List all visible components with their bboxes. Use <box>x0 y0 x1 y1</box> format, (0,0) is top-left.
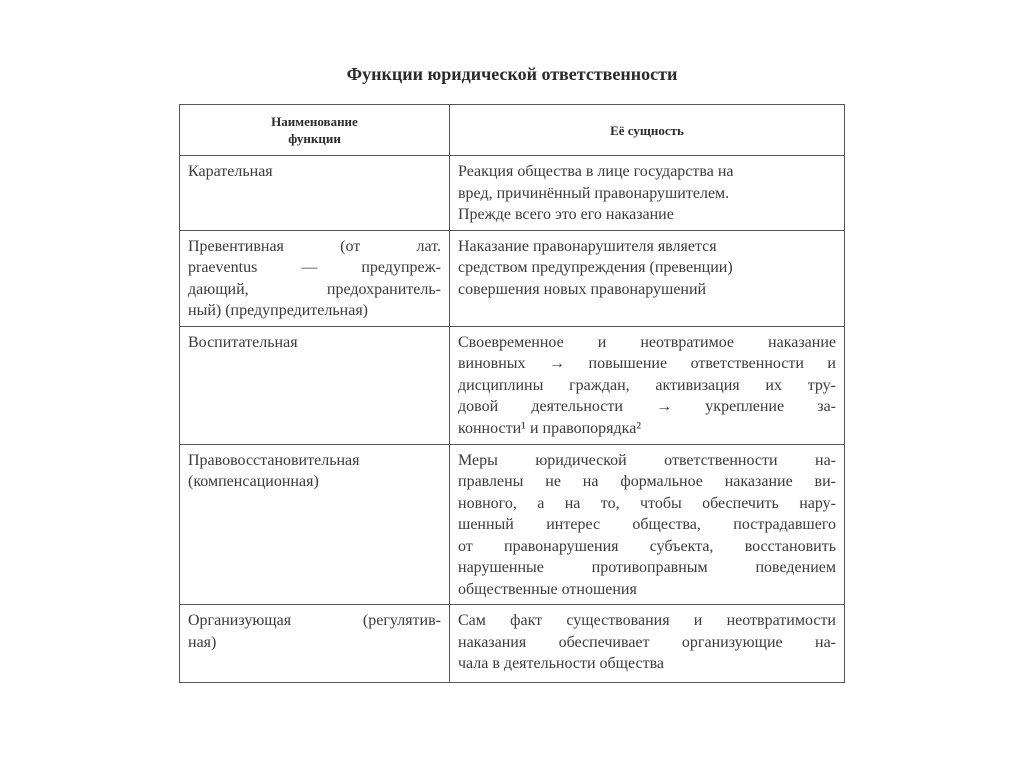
text-line: шенный интерес общества, пострадавшего <box>458 516 836 533</box>
header-line: Наименование <box>271 114 358 129</box>
text-line: Своевременное и неотвратимое наказание <box>458 333 836 351</box>
text-line: довой деятельности → укрепление за- <box>458 398 836 415</box>
text-line: чала в деятельности общества <box>458 655 665 672</box>
text-line: общественные отношения <box>458 580 637 598</box>
text-line: ная) <box>188 633 217 651</box>
table-row <box>180 230 845 326</box>
function-name-cell <box>180 444 450 605</box>
text-line: Воспитательная <box>188 333 298 351</box>
table-row <box>180 605 845 683</box>
text-line: дисциплины граждан, активизация их тру- <box>458 376 836 394</box>
text-line: (компенсационная) <box>188 473 319 490</box>
text-line: средством предупреждения (превенции) <box>458 259 733 276</box>
header-line: функции <box>288 131 341 146</box>
function-name-cell <box>180 326 450 444</box>
table-header-row <box>180 105 845 156</box>
function-name-cell <box>180 156 450 231</box>
essence-cell <box>450 444 845 605</box>
table-title: Функции юридической ответственности <box>346 64 678 84</box>
text-line: Прежде всего это его наказание <box>458 206 674 223</box>
text-line: от правонарушения субъекта, восстановить <box>458 537 836 555</box>
text-line: нарушенные противоправным поведением <box>458 559 836 576</box>
function-name-cell <box>180 605 450 683</box>
text-line: наказания обеспечивает организующие на- <box>458 633 836 651</box>
text-line: Правовосстановительная <box>188 451 360 469</box>
text-line: вред, причинённый правонарушителем. <box>458 184 730 202</box>
text-line: новного, а на то, чтобы обеспечить нару- <box>458 494 836 512</box>
text-line: дающий, предохранитель- <box>188 280 441 298</box>
table-row <box>180 444 845 605</box>
essence-cell <box>450 156 845 231</box>
header-essence: Её сущность <box>450 105 845 156</box>
table-row <box>180 326 845 444</box>
essence-cell <box>450 605 845 683</box>
table-row <box>180 156 845 231</box>
functions-table <box>179 104 845 683</box>
text-line: Карательная <box>188 163 273 180</box>
text-line: виновных → повышение ответственности и <box>458 355 836 372</box>
header-function-name <box>180 105 450 156</box>
text-line: совершения новых правонарушений <box>458 280 707 298</box>
text-line: Превентивная (от лат. <box>188 237 441 255</box>
text-line: Реакция общества в лице государства на <box>458 163 734 180</box>
essence-cell <box>450 230 845 326</box>
text-line: Наказание правонарушителя является <box>458 237 717 255</box>
function-name-cell <box>180 230 450 326</box>
text-line: praeventus — предупреж- <box>188 259 441 276</box>
text-line: Организующая (регулятив- <box>188 612 441 629</box>
essence-cell <box>450 326 845 444</box>
text-line: Сам факт существования и неотвратимости <box>458 612 836 629</box>
text-line: правлены не на формальное наказание ви- <box>458 473 836 490</box>
text-line: конности¹ и правопорядка² <box>458 419 642 437</box>
header-function-name-text <box>183 113 446 147</box>
text-line: Меры юридической ответственности на- <box>458 451 836 469</box>
text-line: ный) (предупредительная) <box>188 302 369 319</box>
